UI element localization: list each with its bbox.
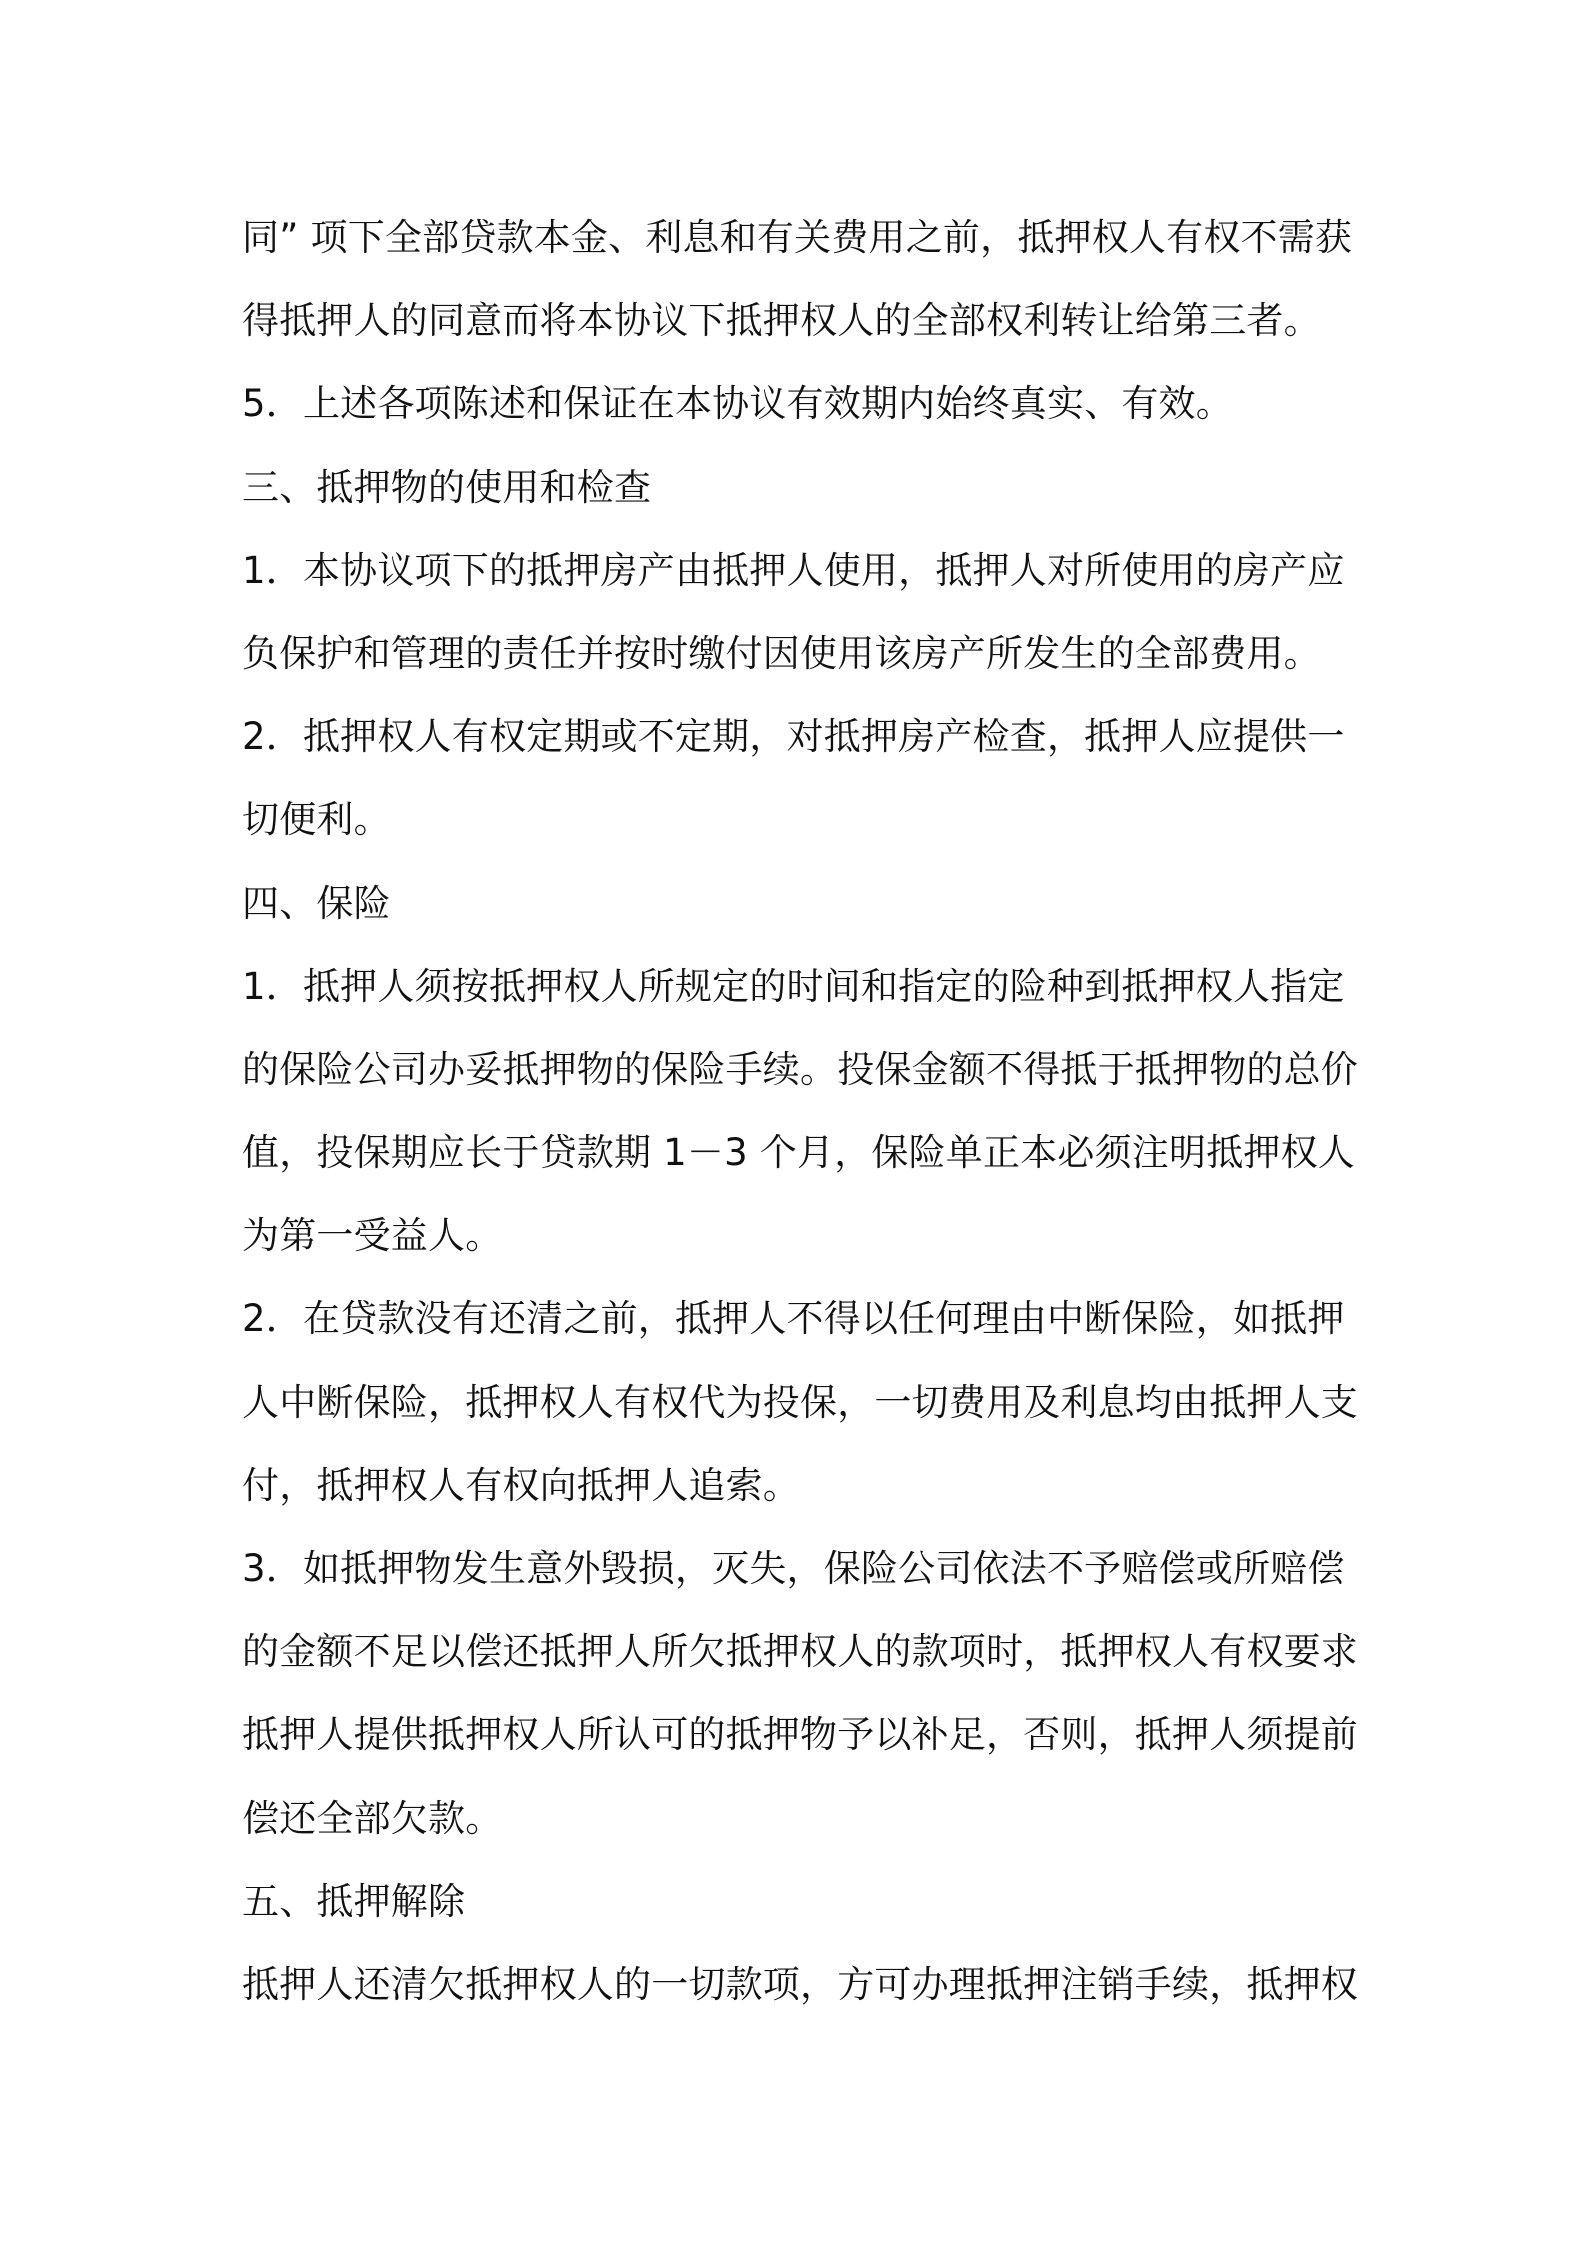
paragraph-line: 切便利。 [242, 798, 391, 842]
section-heading: 四、保险 [242, 881, 391, 925]
paragraph-line: 偿还全部欠款。 [242, 1796, 503, 1840]
paragraph-line: 同” 项下全部贷款本金、利息和有关费用之前，抵押权人有权不需获 [242, 216, 1353, 259]
document-body [242, 196, 1357, 2026]
section-heading: 五、抵押解除 [242, 1879, 466, 1923]
paragraph-line: 的保险公司办妥抵押物的保险手续。投保金额不得抵于抵押物的总价 [242, 1047, 1358, 1091]
clause-line: 3．如抵押物发生意外毁损，灭失，保险公司依法不予赔偿或所赔偿 [242, 1547, 1345, 1590]
clause-line: 1．抵押人须按抵押权人所规定的时间和指定的险种到抵押权人指定 [242, 964, 1345, 1008]
clause-line: 5．上述各项陈述和保证在本协议有效期内始终真实、有效。 [242, 382, 1233, 426]
clause-line: 2．在贷款没有还清之前，抵押人不得以任何理由中断保险，如抵押 [242, 1297, 1345, 1341]
section-heading: 三、抵押物的使用和检查 [242, 465, 652, 509]
paragraph-line: 为第一受益人。 [242, 1214, 503, 1258]
paragraph-line: 抵押人还清欠抵押权人的一切款项，方可办理抵押注销手续，抵押权 [242, 1962, 1358, 2006]
paragraph-line: 负保护和管理的责任并按时缴付因使用该房产所发生的全部费用。 [242, 631, 1321, 675]
paragraph-line: 人中断保险，抵押权人有权代为投保，一切费用及利息均由抵押人支 [242, 1380, 1358, 1424]
paragraph-line: 的金额不足以偿还抵押人所欠抵押权人的款项时，抵押权人有权要求 [242, 1630, 1358, 1674]
paragraph-line: 值，投保期应长于贷款期 1－3 个月，保险单正本必须注明抵押权人 [242, 1131, 1356, 1175]
clause-line: 2．抵押权人有权定期或不定期，对抵押房产检查，抵押人应提供一 [242, 715, 1345, 759]
paragraph-line: 付，抵押权人有权向抵押人追索。 [242, 1463, 800, 1507]
clause-line: 1．本协议项下的抵押房产由抵押人使用，抵押人对所使用的房产应 [242, 548, 1345, 592]
paragraph-line: 抵押人提供抵押权人所认可的抵押物予以补足，否则，抵押人须提前 [242, 1713, 1358, 1757]
paragraph-line: 得抵押人的同意而将本协议下抵押权人的全部权利转让给第三者。 [242, 299, 1321, 343]
